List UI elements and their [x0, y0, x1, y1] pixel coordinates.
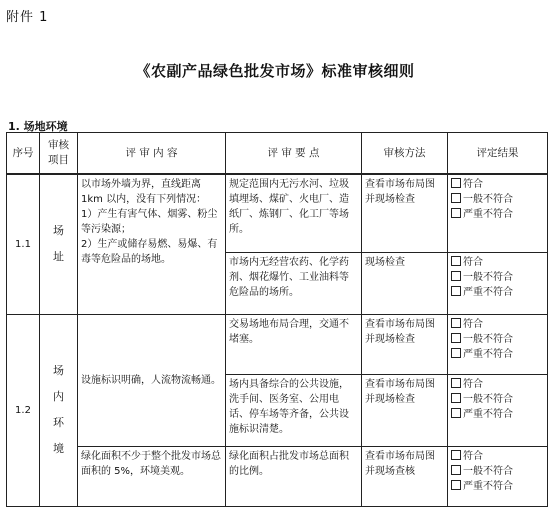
document-title: 《农副产品绿色批发市场》标准审核细则 [135, 62, 415, 80]
option-pass[interactable]: 符合 [451, 377, 544, 392]
option-major-fail[interactable]: 严重不符合 [451, 285, 544, 300]
row-method: 现场检查 [362, 252, 448, 314]
row-content: 绿化面积不少于整个批发市场总面积的 5%，环境美观。 [78, 446, 226, 506]
option-pass[interactable]: 符合 [451, 255, 544, 270]
table-row [7, 174, 548, 252]
header-item: 审核 项目 [40, 133, 78, 175]
row-content: 设施标识明确，人流物流畅通。 [78, 314, 226, 446]
result-options [448, 446, 548, 506]
review-table [6, 132, 548, 507]
header-method: 审核方法 [362, 133, 448, 175]
option-major-fail[interactable]: 严重不符合 [451, 207, 544, 222]
option-pass[interactable]: 符合 [451, 177, 544, 192]
checkbox-icon[interactable] [451, 333, 461, 343]
result-options [448, 174, 548, 252]
checkbox-icon[interactable] [451, 208, 461, 218]
row-point: 场内具备综合的公共设施，洗手间、医务室、公用电话、停车场等齐备，公共设施标识清楚。 [226, 374, 362, 446]
row-method: 查看市场布局图并现场检查 [362, 374, 448, 446]
row-point: 交易场地布局合理，交通不堵塞。 [226, 314, 362, 374]
row-item: 场 址 [40, 174, 78, 314]
section-heading: 1. 场地环境 [8, 120, 68, 133]
result-options [448, 252, 548, 314]
checkbox-icon[interactable] [451, 271, 461, 281]
option-pass[interactable]: 符合 [451, 449, 544, 464]
row-item: 场 内 环 境 [40, 314, 78, 506]
option-minor-fail[interactable]: 一般不符合 [451, 332, 544, 347]
result-options [448, 314, 548, 374]
checkbox-icon[interactable] [451, 178, 461, 188]
header-no: 序号 [7, 133, 40, 175]
checkbox-icon[interactable] [451, 378, 461, 388]
option-minor-fail[interactable]: 一般不符合 [451, 392, 544, 407]
option-minor-fail[interactable]: 一般不符合 [451, 192, 544, 207]
attachment-label: 附件 1 [6, 10, 49, 25]
checkbox-icon[interactable] [451, 286, 461, 296]
checkbox-icon[interactable] [451, 408, 461, 418]
option-minor-fail[interactable]: 一般不符合 [451, 464, 544, 479]
header-points: 评 审 要 点 [226, 133, 362, 175]
checkbox-icon[interactable] [451, 393, 461, 403]
checkbox-icon[interactable] [451, 450, 461, 460]
row-number: 1.2 [7, 314, 40, 506]
option-minor-fail[interactable]: 一般不符合 [451, 270, 544, 285]
checkbox-icon[interactable] [451, 348, 461, 358]
row-point: 规定范围内无污水河、垃圾填埋场、煤矿、火电厂、造纸厂、炼钢厂、化工厂等场所。 [226, 174, 362, 252]
row-number: 1.1 [7, 174, 40, 314]
option-pass[interactable]: 符合 [451, 317, 544, 332]
row-content: 以市场外墙为界，直线距离 1km 以内，没有下列情况： 1）产生有害气体、烟雾、粉尘等污染源； 2）生产或储存易燃、易爆、有毒等危险品的场地。 [78, 174, 226, 314]
row-point: 绿化面积占批发市场总面积的比例。 [226, 446, 362, 506]
row-method: 查看市场布局图并现场检查 [362, 174, 448, 252]
table-row [7, 446, 548, 506]
checkbox-icon[interactable] [451, 193, 461, 203]
row-method: 查看市场布局图并现场检查 [362, 314, 448, 374]
row-point: 市场内无经营农药、化学药剂、烟花爆竹、工业油料等危险品的场所。 [226, 252, 362, 314]
checkbox-icon[interactable] [451, 480, 461, 490]
table-header-row [7, 133, 548, 175]
checkbox-icon[interactable] [451, 465, 461, 475]
option-major-fail[interactable]: 严重不符合 [451, 479, 544, 494]
checkbox-icon[interactable] [451, 318, 461, 328]
option-major-fail[interactable]: 严重不符合 [451, 347, 544, 362]
header-content: 评 审 内 容 [78, 133, 226, 175]
checkbox-icon[interactable] [451, 256, 461, 266]
header-result: 评定结果 [448, 133, 548, 175]
table-row [7, 314, 548, 374]
result-options [448, 374, 548, 446]
option-major-fail[interactable]: 严重不符合 [451, 407, 544, 422]
row-method: 查看市场布局图并现场查核 [362, 446, 448, 506]
